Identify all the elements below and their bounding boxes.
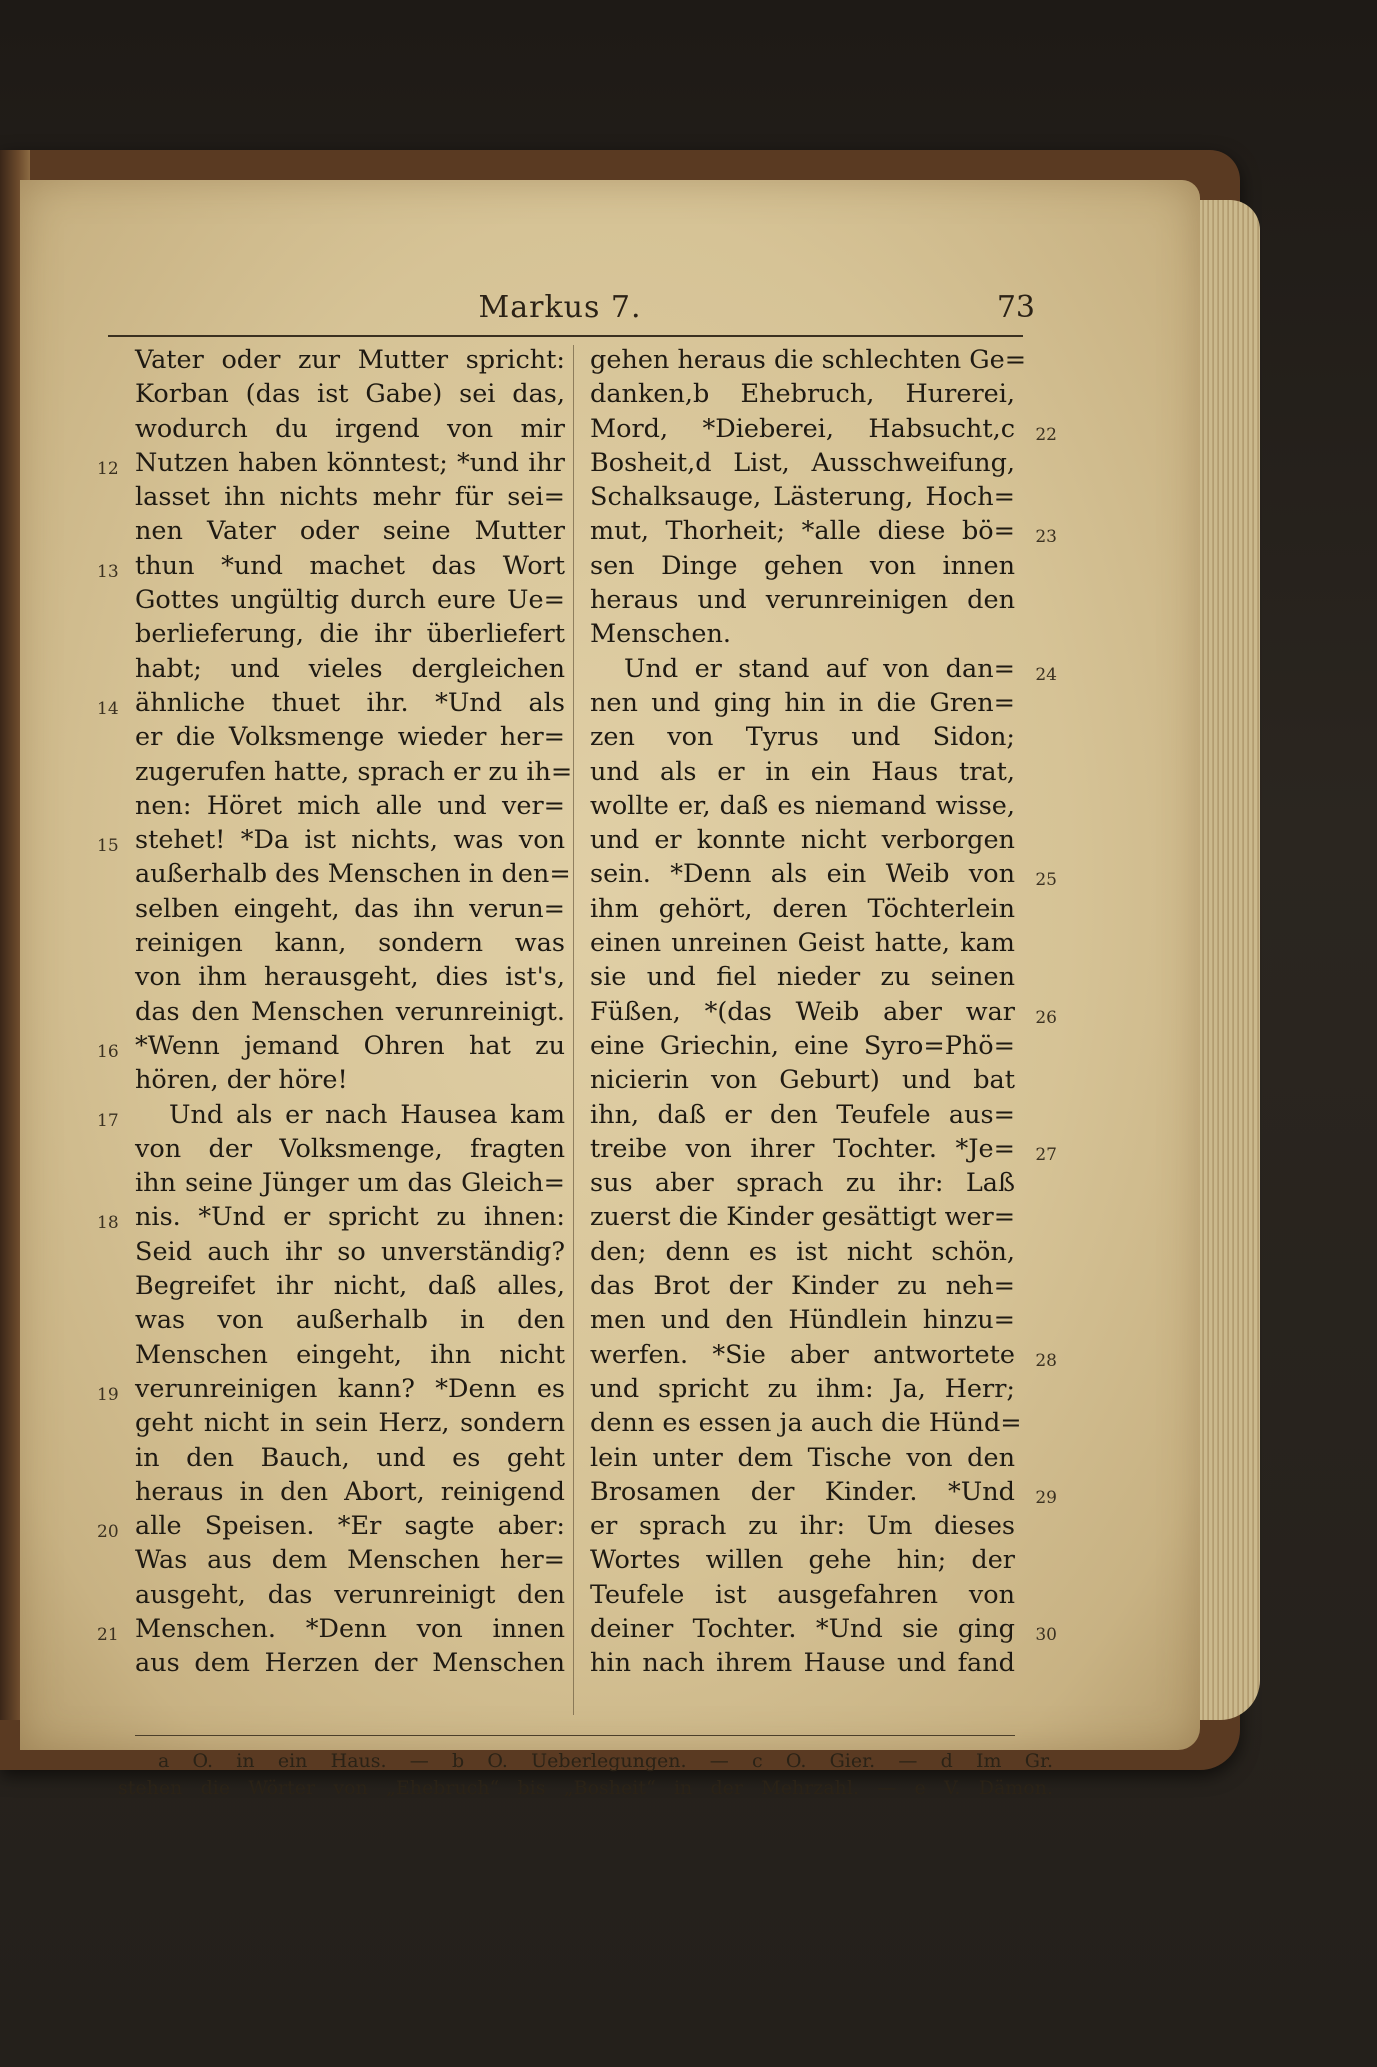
text-line [590,995,1057,1029]
text-line [590,1338,1057,1372]
verse-number: 23 [1035,527,1057,548]
verse-number: 20 [97,1522,119,1543]
line-text: Gottes ungültig durch eure Ue= [135,585,565,616]
line-text: werfen. *Sie aber antwortete [590,1339,1015,1370]
line-text: sen Dinge gehen von innen [590,550,1015,581]
line-text: in den Bauch, und es geht [135,1442,565,1473]
line-text: was von außerhalb in den [135,1305,565,1336]
text-line [97,446,565,480]
text-line [135,1338,565,1372]
text-line [590,1063,1015,1097]
line-text: Wortes willen gehe hin; der [590,1545,1015,1576]
text-line [97,549,565,583]
text-line [135,1166,565,1200]
line-text: und spricht zu ihm: Ja, Herr; [590,1373,1015,1404]
text-line [590,755,1015,789]
column-divider [573,345,574,1715]
line-text: Schalksauge, Lästerung, Hoch= [590,482,1015,513]
text-line [590,1098,1015,1132]
line-text: hin nach ihrem Hause und fand [590,1648,1015,1679]
footnote-line: a O. in ein Haus. — b O. Ueberlegungen. — c O. Gier. — d Im Gr. [158,1750,1053,1772]
line-text: nen und ging hin in die Gren= [590,687,1015,718]
line-text: den; denn es ist nicht schön, [590,1236,1015,1267]
line-text: sein. *Denn als ein Weib von [590,859,1015,890]
line-text: stehet! *Da ist nichts, was von [135,825,565,856]
verse-number: 30 [1035,1624,1057,1645]
line-text: heraus in den Abort, reinigend [135,1476,565,1507]
text-line [590,514,1057,548]
line-text: sus aber sprach zu ihr: Laß [590,1168,1015,1199]
line-text: eine Griechin, eine Syro=Phö= [590,1030,1015,1061]
text-line [135,343,565,377]
text-line [135,1063,565,1097]
line-text: lasset ihn nichts mehr für sei= [135,482,565,513]
line-text: ihn, daß er den Teufele aus= [590,1099,1015,1130]
text-line [590,1406,1022,1440]
line-text: von der Volksmenge, fragten [135,1133,565,1164]
text-line [97,823,565,857]
text-line [590,583,1015,617]
text-line [135,1303,565,1337]
text-line [590,1372,1015,1406]
text-line [590,480,1015,514]
text-line [97,686,565,720]
line-text: das Brot der Kinder zu neh= [590,1271,1015,1302]
line-text: Und als er nach Hausea kam [169,1099,565,1130]
line-text: zuerst die Kinder gesättigt wer= [590,1202,1016,1233]
text-line [135,1441,565,1475]
line-text: denn es essen ja auch die Hünd= [590,1408,1022,1439]
line-text: ihm gehört, deren Töchterlein [590,893,1015,924]
text-line [590,1543,1015,1577]
text-line [135,514,565,548]
line-text: nen: Höret mich alle und ver= [135,790,565,821]
text-line [135,480,565,514]
verse-number: 28 [1035,1350,1057,1371]
line-text: und als er in ein Haus trat, [590,756,1015,787]
verse-number: 26 [1035,1007,1057,1028]
running-title: Markus 7. [478,290,642,325]
text-line [590,857,1057,891]
left-text-column [97,343,573,1681]
text-line [97,1612,565,1646]
line-text: und er konnte nicht verborgen [590,825,1015,856]
line-text: Füßen, *(das Weib aber war [590,996,1015,1027]
verse-number: 24 [1035,664,1057,685]
text-line [590,617,1015,651]
line-text: ähnliche thuet ihr. *Und als [135,687,565,718]
line-text: Was aus dem Menschen her= [135,1545,565,1576]
text-line [135,720,565,754]
line-text: selben eingeht, das ihn verun= [135,893,565,924]
line-text: Begreifet ihr nicht, daß alles, [135,1271,565,1302]
line-text: Mord, *Dieberei, Habsucht,c [590,413,1015,444]
text-line [590,1235,1015,1269]
text-line [590,343,1027,377]
verse-number: 21 [97,1624,119,1645]
text-line [590,549,1015,583]
text-line [135,412,565,446]
line-text: Korban (das ist Gabe) sei das, [135,379,565,410]
text-line [590,1132,1057,1166]
text-line [590,1269,1015,1303]
text-line [135,926,565,960]
text-line [590,446,1015,480]
footnote-rule [135,1735,1015,1736]
text-line [590,720,1015,754]
text-line [135,789,565,823]
text-line [135,377,565,411]
verse-number: 15 [97,836,119,857]
line-text: aus dem Herzen der Menschen [135,1648,565,1679]
text-line [135,995,565,1029]
text-line [135,1269,565,1303]
text-line [590,1612,1057,1646]
text-line [97,1200,565,1234]
text-line [590,686,1015,720]
text-line [135,1235,565,1269]
text-line [135,1475,565,1509]
text-line [590,1029,1015,1063]
line-text: nis. *Und er spricht zu ihnen: [135,1202,565,1233]
line-text: Menschen eingeht, ihn nicht [135,1339,565,1370]
line-text: nicierin von Geburt) und bat [590,1065,1015,1096]
text-line [590,960,1015,994]
verse-number: 17 [97,1110,119,1131]
line-text: sie und fiel nieder zu seinen [590,962,1015,993]
verse-number: 13 [97,561,119,582]
line-text: zugerufen hatte, sprach er zu ih= [135,756,573,787]
verse-number: 29 [1035,1487,1057,1508]
text-line [135,652,565,686]
verse-number: 16 [97,1041,119,1062]
footnotes [118,1748,1053,1802]
line-text: ihn seine Jünger um das Gleich= [135,1168,565,1199]
text-line [590,652,1057,686]
text-line [590,892,1015,926]
text-line [135,892,565,926]
verse-number: 25 [1035,870,1057,891]
verse-number: 22 [1035,424,1057,445]
line-text: deiner Tochter. *Und sie ging [590,1613,1015,1644]
text-line [590,1646,1015,1680]
line-text: Menschen. [590,619,732,650]
line-text: das den Menschen verunreinigt. [135,996,565,1027]
line-text: zen von Tyrus und Sidon; [590,722,1015,753]
text-line [135,857,571,891]
text-line [135,1578,565,1612]
line-text: ausgeht, das verunreinigt den [135,1579,565,1610]
line-text: reinigen kann, sondern was [135,928,565,959]
text-line [135,1132,565,1166]
line-text: von ihm herausgeht, dies ist's, [135,962,565,993]
text-line [590,412,1057,446]
line-text: geht nicht in sein Herz, sondern [135,1408,565,1439]
page-number: 73 [996,290,1035,325]
right-text-column [590,343,1057,1681]
line-text: *Wenn jemand Ohren hat zu [135,1030,565,1061]
text-line [590,1441,1015,1475]
line-text: er sprach zu ihr: Um dieses [590,1511,1015,1542]
text-line [590,1475,1057,1509]
text-line [97,1509,565,1543]
line-text: Menschen. *Denn von innen [135,1613,565,1644]
text-line [135,1543,565,1577]
text-line [97,1029,565,1063]
line-text: Seid auch ihr so unverständig? [135,1236,565,1267]
line-text: Und er stand auf von dan= [624,653,1015,684]
text-line [590,789,1015,823]
text-line [590,1578,1015,1612]
running-head [85,290,1035,330]
line-text: Vater oder zur Mutter spricht: [135,345,565,375]
verse-number: 19 [97,1384,119,1405]
footnote-line: stehen die Wörter von „Ehebruch“ bis „Bosheit“ in der Mehrzahl. — e V. Dämon. [118,1777,1053,1799]
line-text: heraus und verunreinigen den [590,585,1015,616]
line-text: mut, Thorheit; *alle diese bö= [590,516,1015,547]
verse-number: 12 [97,458,119,479]
verse-number: 14 [97,698,119,719]
line-text: einen unreinen Geist hatte, kam [590,928,1015,959]
text-line [135,583,565,617]
text-line [135,617,565,651]
text-line [135,960,565,994]
line-text: lein unter dem Tische von den [590,1442,1015,1473]
text-line [590,1509,1015,1543]
line-text: wollte er, daß es niemand wisse, [590,790,1015,821]
text-line [135,755,573,789]
line-text: nen Vater oder seine Mutter [135,516,565,547]
text-line [590,823,1015,857]
line-text: Brosamen der Kinder. *Und [590,1476,1015,1507]
line-text: habt; und vieles dergleichen [135,653,565,684]
text-line [97,1098,565,1132]
line-text: alle Speisen. *Er sagte aber: [135,1511,565,1542]
header-rule [108,335,1023,337]
verse-number: 27 [1035,1144,1057,1165]
text-line [590,1303,1015,1337]
line-text: außerhalb des Menschen in den= [135,859,571,890]
line-text: thun *und machet das Wort [135,550,565,581]
line-text: verunreinigen kann? *Denn es [135,1373,565,1404]
line-text: treibe von ihrer Tochter. *Je= [590,1133,1015,1164]
line-text: danken,b Ehebruch, Hurerei, [590,379,1015,410]
line-text: Bosheit,d List, Ausschweifung, [590,447,1015,478]
text-line [135,1646,565,1680]
text-line [97,1372,565,1406]
line-text: Teufele ist ausgefahren von [590,1579,1015,1610]
text-line [135,1406,565,1440]
text-line [590,926,1015,960]
text-line [590,377,1015,411]
line-text: berlieferung, die ihr überliefert [135,619,565,650]
line-text: hören, der höre! [135,1065,348,1096]
line-text: wodurch du irgend von mir [135,413,565,444]
line-text: Nutzen haben könntest; *und ihr [135,447,565,478]
verse-number: 18 [97,1213,119,1234]
line-text: gehen heraus die schlechten Ge= [590,345,1027,375]
text-line [590,1200,1015,1234]
text-line [590,1166,1015,1200]
line-text: men und den Hündlein hinzu= [590,1305,1015,1336]
line-text: er die Volksmenge wieder her= [135,722,565,753]
